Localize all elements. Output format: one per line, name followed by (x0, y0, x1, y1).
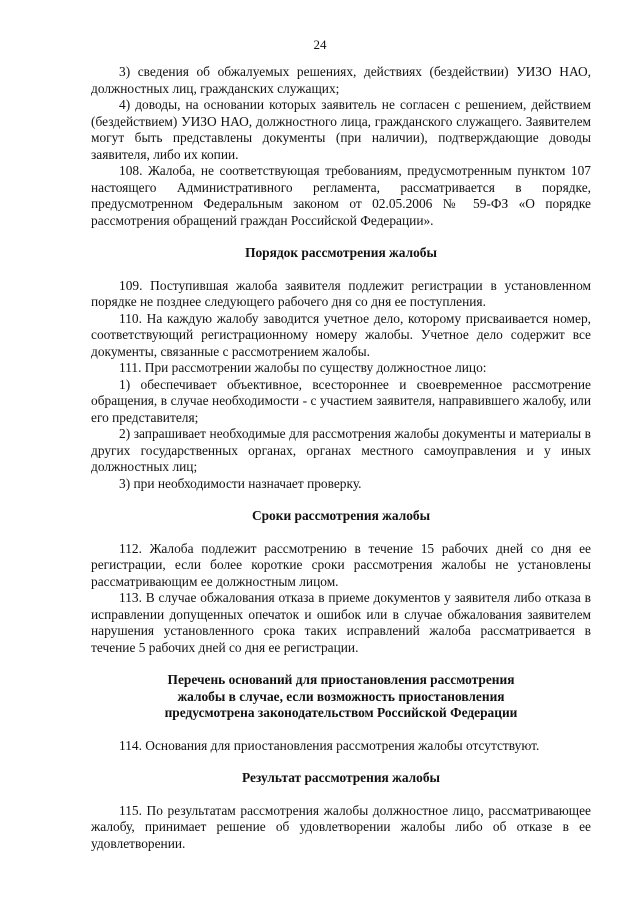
paragraph-item-3: 3) сведения об обжалуемых решениях, действиях (бездействии) УИЗО НАО, должностных лиц, гражданских служащих; (91, 64, 591, 96)
paragraph-111-item-1: 1) обеспечивает объективное, всестороннее и своевременное рассмотрение обращения, в случае необходимости - с участием заявителя, направившего жалобу, или его представителя; (91, 376, 591, 425)
paragraph-114: 114. Основания для приостановления рассмотрения жалобы отсутствуют. (119, 737, 540, 753)
paragraph-111-item-2: 2) запрашивает необходимые для рассмотрения жалобы документы и материалы в других государственных органах, органах местного самоуправления и у иных должностных лиц; (91, 426, 591, 474)
paragraph-111: 111. При рассмотрении жалобы по существу должностное лицо: (119, 360, 487, 375)
paragraph-108: 108. Жалоба, не соответствующая требованиям, предусмотренным пунктом 107 настоящего Административного регламента, рассматривается в порядке, предусмотренном Федеральным законом от 02.05.2006 № 59-ФЗ «О порядке рассмотрения обращений граждан Российской Федерации». (91, 163, 591, 228)
section-heading-procedure: Порядок рассмотрения жалобы (245, 245, 437, 260)
document-body (91, 64, 591, 852)
section-heading-suspension-line-3: предусмотрена законодательством Российской Федерации (164, 705, 518, 720)
page-number: 24 (313, 37, 327, 52)
section-heading-suspension-line-2: жалобы в случае, если возможность приостановления (177, 688, 505, 704)
paragraph-109: 109. Поступившая жалоба заявителя подлежит регистрации в установленном порядке не позднее следующего рабочего дня со дня ее поступления. (91, 277, 591, 309)
paragraph-111-item-3: 3) при необходимости назначает проверку. (119, 475, 362, 491)
paragraph-item-4: 4) доводы, на основании которых заявитель не согласен с решением, действием (бездействием) УИЗО НАО, должностного лица, гражданского служащего. Заявителем могут быть представлены документы (при наличии), подтверждающие доводы заявителя, либо их копии. (91, 97, 591, 162)
section-heading-result: Результат рассмотрения жалобы (241, 770, 441, 785)
section-heading-terms: Сроки рассмотрения жалобы (251, 508, 431, 523)
section-heading-suspension (91, 672, 591, 722)
paragraph-113: 113. В случае обжалования отказа в приеме документов у заявителя либо отказа в исправлении допущенных опечаток и ошибок или в случае обжалования заявителем нарушения установленного срока таких исправлений жалоба рассматривается в течение 5 рабочих дней со дня ее регистрации. (91, 590, 591, 655)
paragraph-115: 115. По результатам рассмотрения жалобы должностное лицо, рассматривающее жалобу, принимает решение об удовлетворении жалобы либо об отказе в ее удовлетворении. (91, 802, 591, 851)
paragraph-110: 110. На каждую жалобу заводится учетное дело, которому присваивается номер, соответствующий регистрационному номеру жалобы. Учетное дело содержит все документы, связанные с рассмотрением жалобы. (91, 310, 591, 359)
section-heading-suspension-line-1: Перечень оснований для приостановления рассмотрения (167, 672, 515, 687)
paragraph-112: 112. Жалоба подлежит рассмотрению в течение 15 рабочих дней со дня ее регистрации, если более короткие сроки рассмотрения жалобы не установлены рассматривающим ее должностным лицом. (91, 540, 591, 589)
